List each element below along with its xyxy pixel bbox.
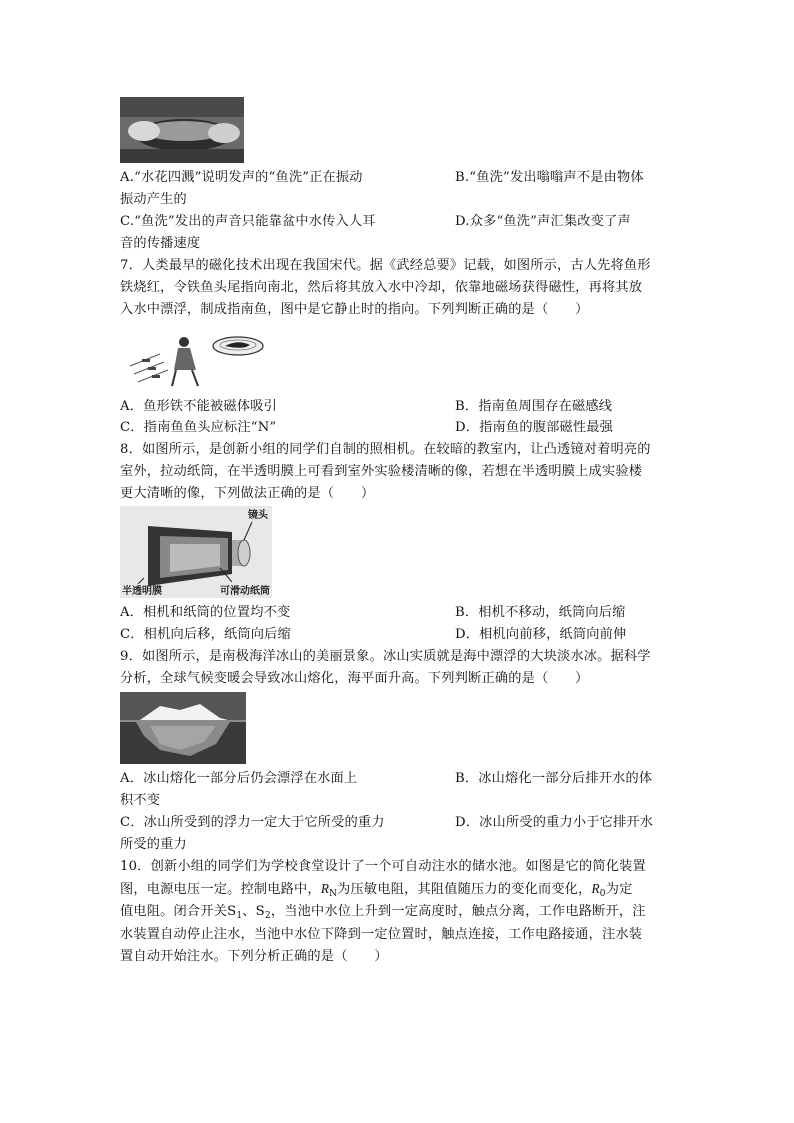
q8-stem-line-2: 室外，拉动纸筒，在半透明膜上可看到室外实验楼清晰的像，若想在半透明膜上成实验楼 [120, 464, 643, 479]
q10-stem-line-3: 值电阻。闭合开关$S_1$、$S_2$，当池中水位上升到一定高度时，触点分离，工作电路断开，注 [120, 904, 646, 921]
q9-option-b-continued: 积不变 [120, 793, 161, 808]
homemade-camera-figure [120, 506, 272, 598]
q6-option-d-continued: 音的传播速度 [120, 236, 201, 251]
q6-option-d: D.众多“鱼洗”声汇集改变了声 [455, 214, 631, 229]
q7-option-d: D．指南鱼的腹部磁性最强 [455, 420, 614, 435]
q10-stem-line-1: 10．创新小组的同学们为学校食堂设计了一个可自动注水的储水池。如图是它的简化装置 [120, 859, 646, 874]
q7-stem-line-1: 7．人类最早的磁化技术出现在我国宋代。据《武经总要》记载，如图所示，古人先将鱼形 [120, 258, 651, 273]
q7-stem-line-3: 入水中漂浮，制成指南鱼，图中是它静止时的指向。下列判断正确的是（ ） [120, 302, 589, 317]
q10-stem-line-5: 置自动开始注水。下列分析正确的是（ ） [120, 949, 388, 964]
label-translucent-film: 半透明膜 [122, 586, 162, 597]
fish-wash-figure [120, 97, 244, 163]
label-sliding-tube: 可滑动纸筒 [220, 586, 270, 597]
q7-option-c: C．指南鱼鱼头应标注“N” [120, 420, 277, 435]
q10-stem-line-2: 图，电源电压一定。控制电路中，$R_N$为压敏电阻，其阻值随压力的变化而变化，$R_0$为定 [120, 881, 633, 899]
south-pointing-fish-drawing [120, 326, 268, 392]
q6-option-b-continued: 振动产生的 [120, 192, 187, 207]
q9-option-c: C．冰山所受到的浮力一定大于它所受的重力 [120, 815, 385, 830]
south-pointing-fish-figure [120, 326, 268, 392]
q8-option-b: B．相机不移动，纸筒向后缩 [455, 605, 626, 620]
q9-option-d-continued: 所受的重力 [120, 837, 187, 852]
q9-option-b: B．冰山熔化一部分后排开水的体 [455, 771, 653, 786]
q8-option-c: C．相机向后移，纸筒向后缩 [120, 627, 291, 642]
q8-option-d: D．相机向前移，纸筒向前伸 [455, 627, 627, 642]
iceberg-figure [120, 692, 246, 764]
q6-option-c: C.“鱼洗”发出的声音只能靠盆中水传入人耳 [120, 214, 376, 229]
q10-stem-line-4: 水装置自动停止注水，当池中水位下降到一定位置时，触点连接，工作电路接通，注水装 [120, 927, 643, 942]
q9-option-a: A．冰山熔化一部分后仍会漂浮在水面上 [120, 771, 358, 786]
q7-stem-line-2: 铁烧红，令铁鱼头尾指向南北，然后将其放入水中冷却，依靠地磁场获得磁性，再将其放 [120, 280, 643, 295]
q6-option-b: B.“鱼洗”发出嗡嗡声不是由物体 [455, 170, 644, 185]
q6-option-a: A.“水花四溅”说明发声的“鱼洗”正在振动 [120, 170, 363, 185]
homemade-camera-drawing [120, 506, 272, 598]
q7-option-a: A．鱼形铁不能被磁体吸引 [120, 399, 277, 414]
fish-wash-photo [120, 97, 244, 163]
q9-stem-line-2: 分析，全球气候变暖会导致冰山熔化，海平面升高。下列判断正确的是（ ） [120, 671, 589, 686]
q8-stem-line-3: 更大清晰的像，下列做法正确的是（ ） [120, 486, 375, 501]
q9-stem-line-1: 9．如图所示，是南极海洋冰山的美丽景象。冰山实质就是海中漂浮的大块淡水冰。据科学 [120, 649, 651, 664]
q7-option-b: B．指南鱼周围存在磁感线 [455, 399, 613, 414]
q8-stem-line-1: 8．如图所示，是创新小组的同学们自制的照相机。在较暗的教室内，让凸透镜对着明亮的 [120, 442, 651, 457]
q9-option-d: D．冰山所受的重力小于它排开水 [455, 815, 654, 830]
q8-option-a: A．相机和纸筒的位置均不变 [120, 605, 291, 620]
label-lens: 镜头 [248, 510, 268, 521]
iceberg-photo [120, 692, 246, 764]
